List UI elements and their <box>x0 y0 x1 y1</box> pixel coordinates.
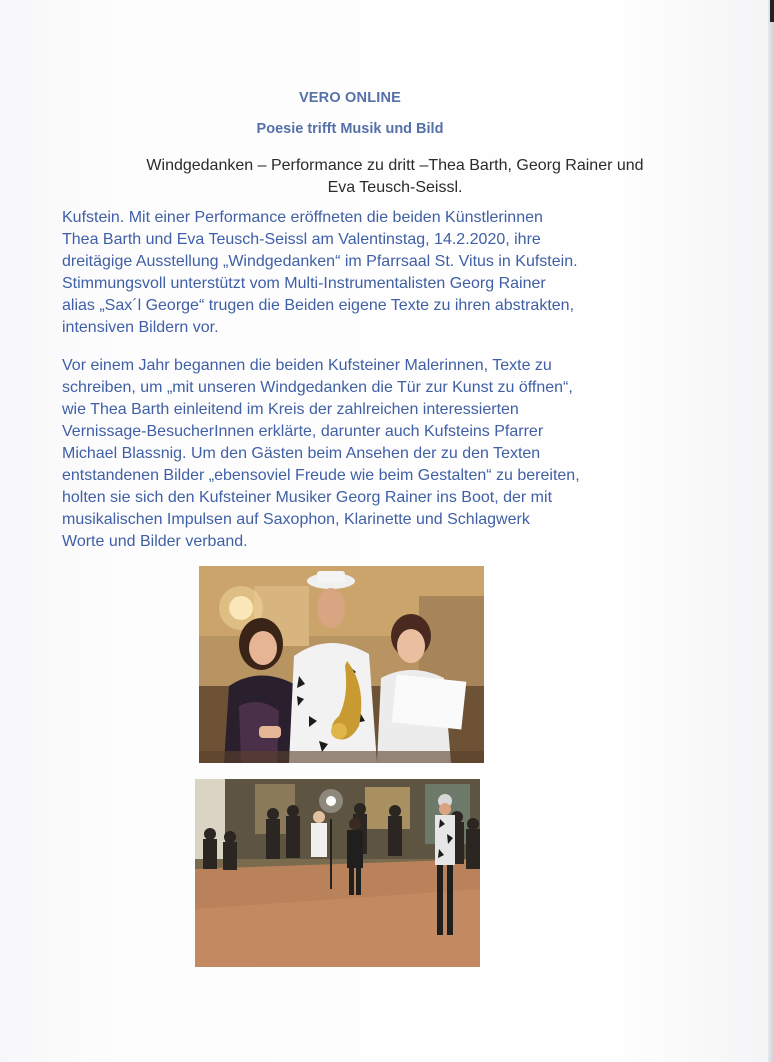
article-subtitle: Windgedanken – Performance zu dritt –Thea Barth, Georg Rainer und Eva Teusch-Seissl. <box>146 157 644 196</box>
scan-corner-mark <box>770 0 774 22</box>
photo-performance-room <box>195 779 480 967</box>
article-headline: Poesie trifft Musik und Bild <box>256 121 444 137</box>
photo-performers-portrait <box>199 566 484 763</box>
publication-header: VERO ONLINE <box>298 90 402 106</box>
article-paragraph-2: Vor einem Jahr begannen die beiden Kufsteiner Malerinnen, Texte zu schreiben, um „mit unseren Windgedanken die Tür zur Kunst zu öffnen“, wie Thea Barth einleitend im Kreis der zahlreichen interessierten Vernissage-BesucherInnen erklärte, darunter auch Kufsteins Pfarrer Michael Blassnig. Um den Gästen beim Ansehen der zu den Texten entstandenen Bilder „ebensoviel Freude wie beim Gestalten“ zu bereiten, holten sie sich den Kufsteiner Musiker Georg Rainer ins Boot, der mit musikalischen Impulsen auf Saxophon, Klarinette und Schlagwerk Worte und Bilder verband. <box>62 357 580 550</box>
page-edge <box>768 0 774 1062</box>
article-paragraph-1: Kufstein. Mit einer Performance eröffneten die beiden Künstlerinnen Thea Barth und Eva Teusch-Seissl am Valentinstag, 14.2.2020, ihre dreitägige Ausstellung „Windgedanken“ im Pfarrsaal St. Vitus in Kufstein. Stimmungsvoll unterstützt vom Multi-Instrumentalisten Georg Rainer alias „Sax´l George“ trugen die Beiden eigene Texte zu ihren abstrakten, intensiven Bildern vor. <box>62 209 578 336</box>
photo-room-illustration <box>195 779 480 967</box>
photo-performers-illustration <box>199 566 484 763</box>
